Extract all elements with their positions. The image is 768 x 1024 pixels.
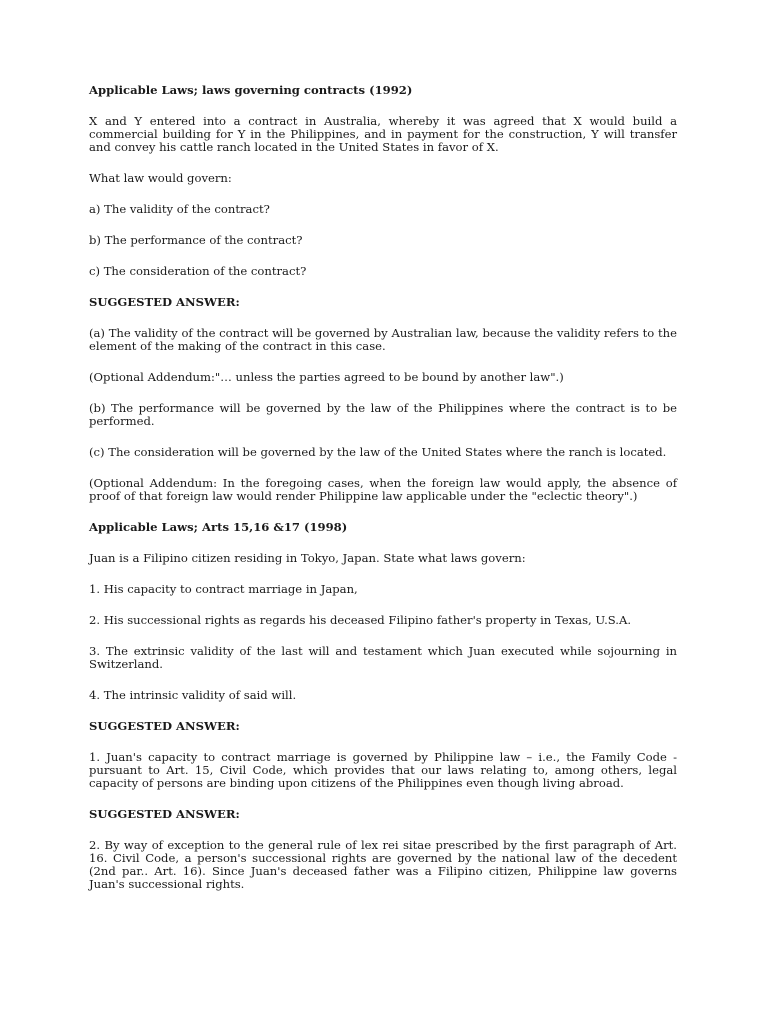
answer-paragraph-2: 2. By way of exception to the general rule of lex rei sitae prescribed by the first paragraph of Art. 16. Civil Code, a person's successional rights are governed by the national law of the decedent (2nd par.. Art. 16). Since Juan's deceased father was a Filipino citizen, Philippine law governs Juan's successional rights. <box>89 838 677 891</box>
answer-addendum-2: (Optional Addendum: In the foregoing cases, when the foreign law would apply, the absence of proof of that foreign law would render Philippine law applicable under the "eclectic theory".) <box>89 476 677 503</box>
question-prompt: What law would govern: <box>89 171 232 185</box>
answer-paragraph-c: (c) The consideration will be governed by the law of the United States where the ranch is located. <box>89 445 667 459</box>
section-heading-arts: Applicable Laws; Arts 15,16 &17 (1998) <box>89 520 348 534</box>
suggested-answer-label: SUGGESTED ANSWER: <box>89 807 240 821</box>
answer-paragraph-a: (a) The validity of the contract will be governed by Australian law, because the validity refers to the element of the making of the contract in this case. <box>89 326 677 353</box>
question-item-4: 4. The intrinsic validity of said will. <box>89 688 297 702</box>
question-text: X and Y entered into a contract in Australia, whereby it was agreed that X would build a commercial building for Y in the Philippines, and in payment for the construction, Y will transfer and convey his cattle ranch located in the United States in favor of X. <box>89 114 677 154</box>
answer-paragraph-b: (b) The performance will be governed by the law of the Philippines where the contract is to be performed. <box>89 401 677 428</box>
suggested-answer-label: SUGGESTED ANSWER: <box>89 719 240 733</box>
question-text-juan: Juan is a Filipino citizen residing in Tokyo, Japan. State what laws govern: <box>89 551 526 565</box>
question-item-a: a) The validity of the contract? <box>89 202 270 216</box>
question-item-2: 2. His successional rights as regards his deceased Filipino father's property in Texas, U.S.A. <box>89 613 632 627</box>
section-heading-contracts: Applicable Laws; laws governing contracts (1992) <box>89 83 413 97</box>
question-item-3: 3. The extrinsic validity of the last will and testament which Juan executed while sojourning in Switzerland. <box>89 644 677 671</box>
question-item-c: c) The consideration of the contract? <box>89 264 307 278</box>
question-item-b: b) The performance of the contract? <box>89 233 303 247</box>
answer-addendum-1: (Optional Addendum:"… unless the parties agreed to be bound by another law".) <box>89 370 564 384</box>
answer-paragraph-1: 1. Juan's capacity to contract marriage is governed by Philippine law – i.e., the Family Code -pursuant to Art. 15, Civil Code, which provides that our laws relating to, among others, legal capacity of persons are binding upon citizens of the Philippines even though living abroad. <box>89 750 677 790</box>
question-item-1: 1. His capacity to contract marriage in Japan, <box>89 582 358 596</box>
suggested-answer-label: SUGGESTED ANSWER: <box>89 295 240 309</box>
document-page <box>89 84 677 909</box>
